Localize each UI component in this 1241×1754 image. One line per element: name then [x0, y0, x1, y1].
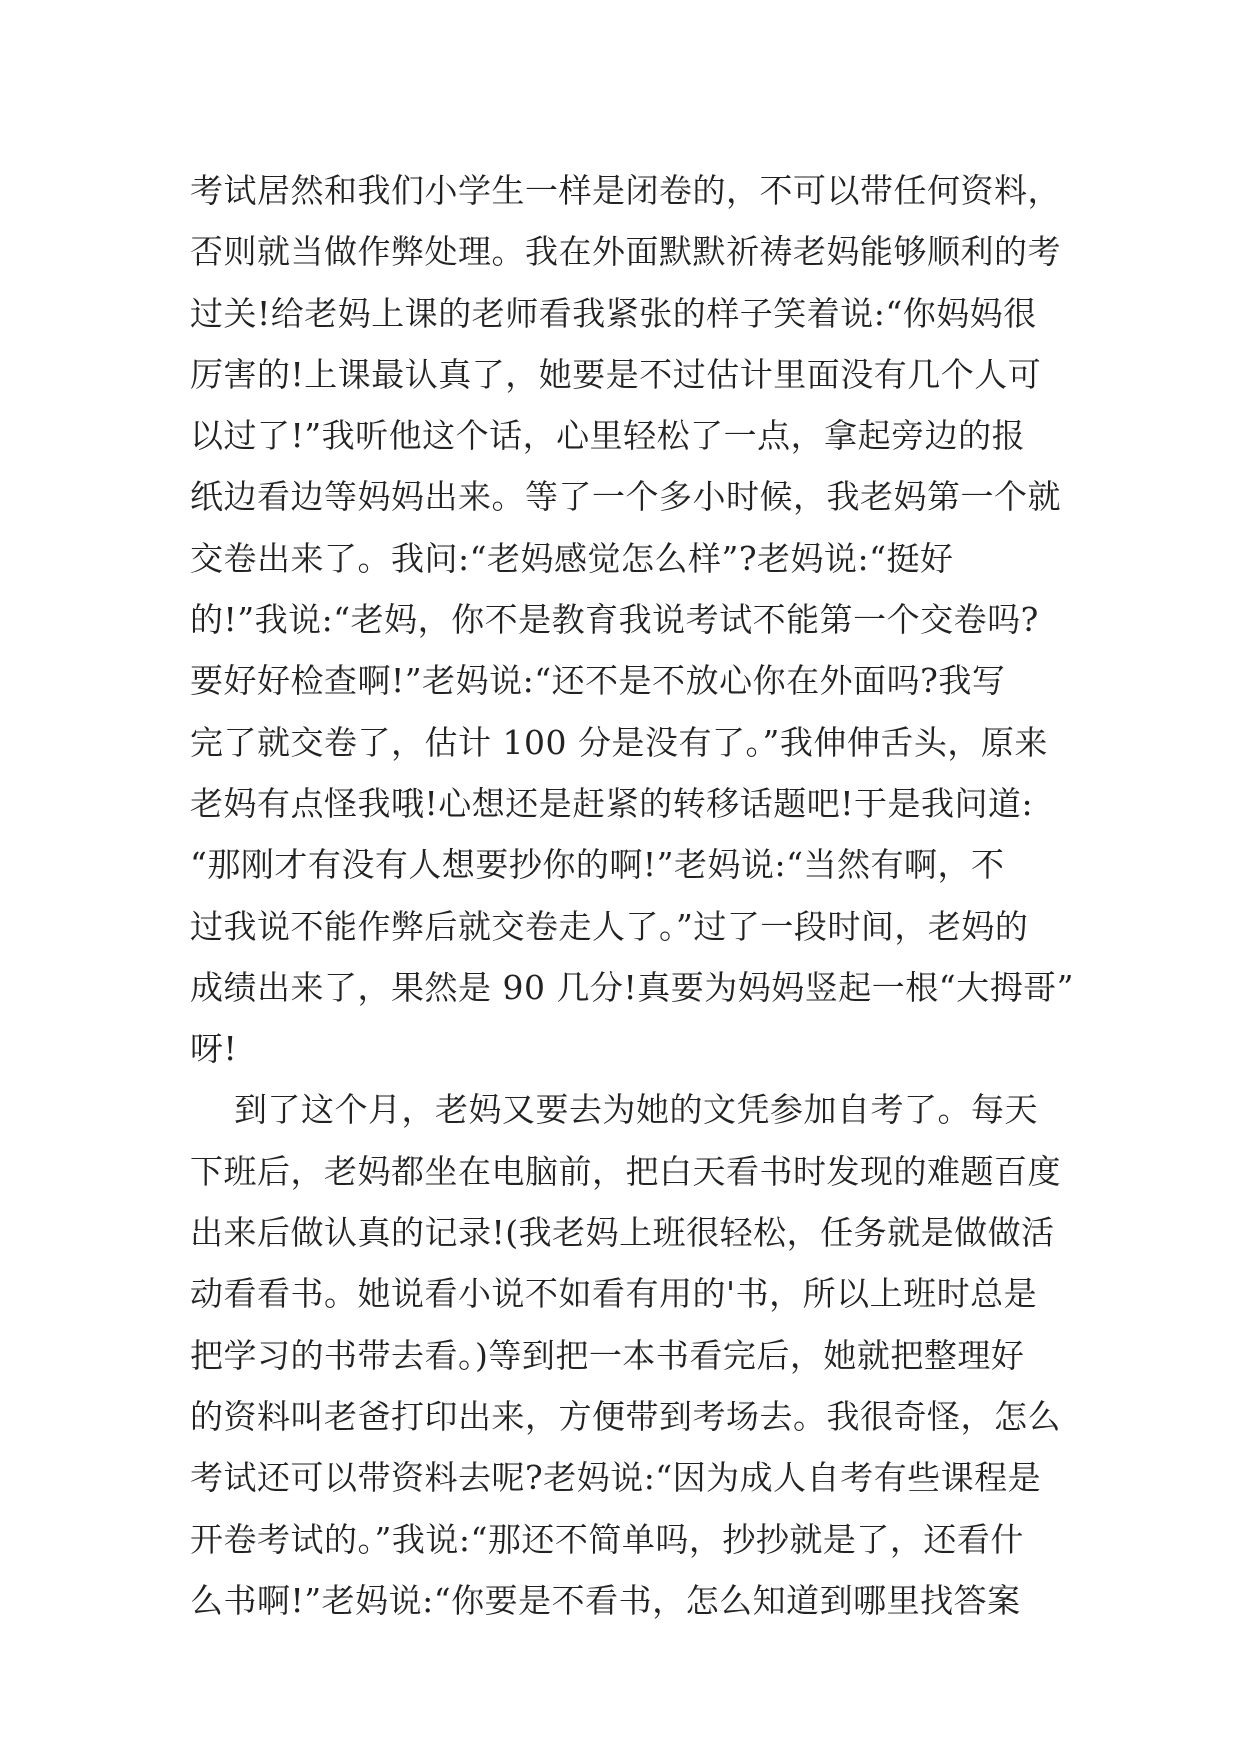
- text-line: 完了就交卷了，估计 100 分是没有了。”我伸伸舌头，原来: [190, 722, 1048, 762]
- text-line: 过关!给老妈上课的老师看我紧张的样子笑着说:“你妈妈很: [190, 293, 1037, 333]
- text-line: 纸边看边等妈妈出来。等了一个多小时候，我老妈第一个就: [190, 477, 1061, 517]
- text-line: 出来后做认真的记录!(我老妈上班很轻松，任务就是做做活: [190, 1213, 1055, 1253]
- text-line: “那刚才有没有人想要抄你的啊!”老妈说:“当然有啊，不: [190, 845, 1005, 885]
- text-line: 呀!: [190, 1029, 238, 1069]
- text-line: 考试居然和我们小学生一样是闭卷的，不可以带任何资料，: [190, 171, 1061, 210]
- text-line: 成绩出来了，果然是 90 几分!真要为妈妈竖起一根“大拇哥”: [190, 967, 1074, 1007]
- paragraph-start-line: 到了这个月，老妈又要去为她的文凭参加自考了。每天: [234, 1090, 1038, 1130]
- text-line: 过我说不能作弊后就交卷走人了。”过了一段时间，老妈的: [190, 906, 1029, 946]
- text-line: 么书啊!”老妈说:“你要是不看书，怎么知道到哪里找答案: [190, 1580, 1021, 1620]
- text-line: 把学习的书带去看。)等到把一本书看完后，她就把整理好: [190, 1335, 1025, 1375]
- text-line: 的资料叫老爸打印出来，方便带到考场去。我很奇怪，怎么: [190, 1396, 1061, 1436]
- text-line: 老妈有点怪我哦!心想还是赶紧的转移话题吧!于是我问道:: [190, 783, 1034, 823]
- body-text: [190, 160, 1074, 1631]
- text-line: 下班后，老妈都坐在电脑前，把白天看书时发现的难题百度: [190, 1151, 1061, 1191]
- text-line: 以过了!”我听他这个话，心里轻松了一点，拿起旁边的报: [190, 416, 1026, 456]
- text-line: 要好好检查啊!”老妈说:“还不是不放心你在外面吗?我写: [190, 661, 1006, 701]
- text-line: 的!”我说:“老妈，你不是教育我说考试不能第一个交卷吗?: [190, 600, 1039, 640]
- text-line: 开卷考试的。”我说:“那还不简单吗，抄抄就是了，还看什: [190, 1519, 1024, 1559]
- text-line: 考试还可以带资料去呢?老妈说:“因为成人自考有些课程是: [190, 1458, 1042, 1498]
- text-line: 交卷出来了。我问:“老妈感觉怎么样”?老妈说:“挺好: [190, 538, 954, 578]
- text-line: 动看看书。她说看小说不如看有用的'书，所以上班时总是: [190, 1274, 1038, 1314]
- text-line: 否则就当做作弊处理。我在外面默默祈祷老妈能够顺利的考: [190, 232, 1061, 272]
- text-line: 厉害的!上课最认真了，她要是不过估计里面没有几个人可: [190, 354, 1042, 394]
